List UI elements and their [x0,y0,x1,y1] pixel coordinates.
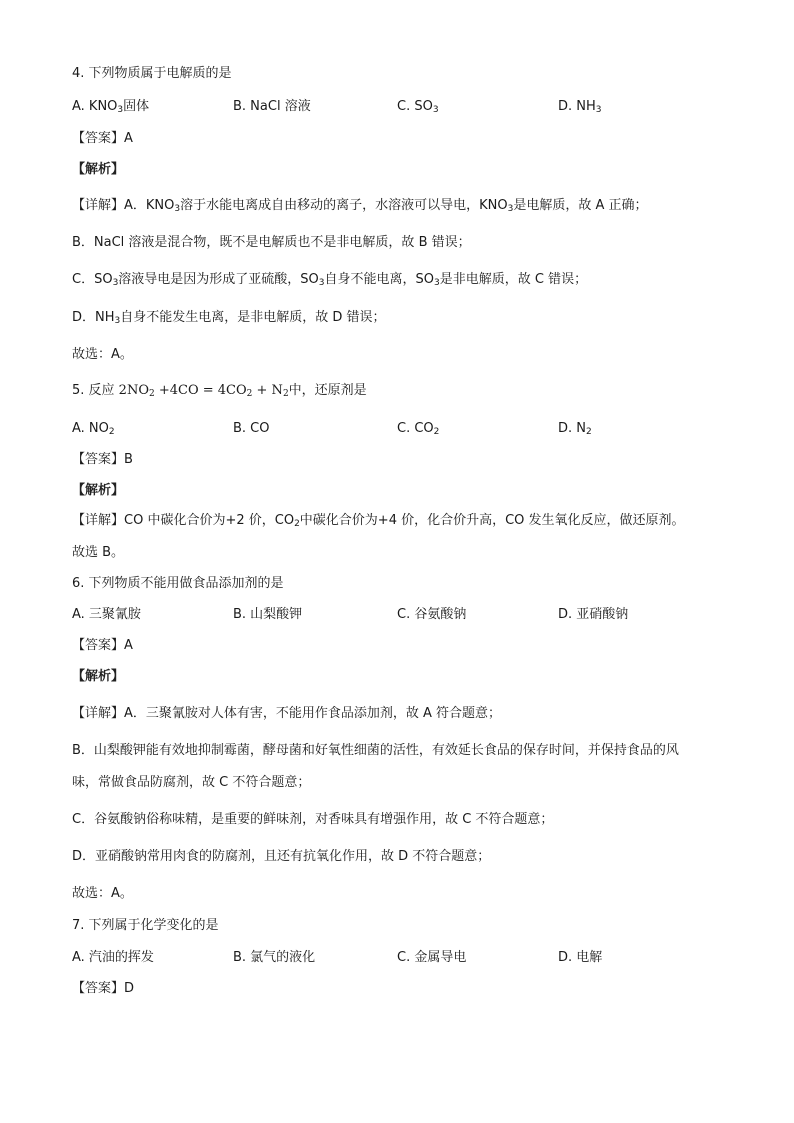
q5-stem: 5. 反应 $2NO_2 +4CO = 4CO_2 + N_2$中，还原剂是 [72,383,367,399]
q7-option-c: C. 金属导电 [397,950,467,965]
q5-option-b: B. CO [233,421,270,436]
q4-option-c: C. $SO_3$ [397,99,439,115]
q7-option-d: D. 电解 [558,950,603,965]
q5-option-a: A. $NO_2$ [72,421,115,437]
q5-option-d: D. $N_2$ [558,421,592,437]
q7-answer: 【答案】D [72,981,135,996]
q6-detail-3: 味，常做食品防腐剂，故 C 不符合题意； [72,775,311,790]
q4-stem: 4. 下列物质属于电解质的是 [72,66,232,81]
q6-detail-5: D．亚硝酸钠常用肉食的防腐剂，且还有抗氧化作用，故 D 不符合题意； [72,849,491,864]
q6-stem: 6. 下列物质不能用做食品添加剂的是 [72,576,284,591]
q4-detail-1: 【详解】A．$KNO_3$溶于水能电离成自由移动的离子，水溶液可以导电，$KNO_3$是电解质，故 A 正确； [72,198,648,214]
q6-detail-4: C．谷氨酸钠俗称味精，是重要的鲜味剂，对香味具有增强作用，故 C 不符合题意； [72,812,554,827]
q5-equation: $2NO_2 +4CO = 4CO_2 + N_2$ [118,383,289,399]
q4-option-d: D. $NH_3$ [558,99,602,115]
q5-detail-1: 【详解】CO 中碳化合价为+2 价，$CO_2$中碳化合价为+4 价，化合价升高，CO 发生氧化反应，做还原剂。 [72,513,685,529]
q4-detail-4: D．$NH_3$自身不能发生电离，是非电解质，故 D 错误； [72,310,386,326]
q4-detail-3: C．$SO_3$溶液导电是因为形成了亚硫酸，$SO_3$自身不能电离，$SO_3$是非电解质，故 C 错误； [72,272,588,288]
q4-conclusion: 故选：A。 [72,347,133,362]
q7-stem: 7. 下列属于化学变化的是 [72,918,219,933]
q6-option-d: D. 亚硝酸钠 [558,607,629,622]
q4-analysis-label: 【解析】 [72,162,125,177]
q6-option-a: A. 三聚氰胺 [72,607,141,622]
q4-option-a: A. $KNO_3$固体 [72,99,150,115]
q4-option-b: B. NaCl 溶液 [233,99,311,114]
q5-option-c: C. $CO_2$ [397,421,440,437]
q6-answer: 【答案】A [72,638,133,653]
q5-answer: 【答案】B [72,452,133,467]
q7-option-a: A. 汽油的挥发 [72,950,154,965]
q4-detail-2: B．NaCl 溶液是混合物，既不是电解质也不是非电解质，故 B 错误； [72,235,471,250]
q6-option-b: B. 山梨酸钾 [233,607,303,622]
q6-option-c: C. 谷氨酸钠 [397,607,467,622]
q6-detail-2: B．山梨酸钾能有效地抑制霉菌，酵母菌和好氧性细菌的活性，有效延长食品的保存时间，并保持食品的风 [72,743,679,758]
q7-option-b: B. 氯气的液化 [233,950,316,965]
q5-analysis-label: 【解析】 [72,483,125,498]
q4-answer: 【答案】A [72,131,133,146]
q6-conclusion: 故选：A。 [72,886,133,901]
q6-detail-1: 【详解】A．三聚氰胺对人体有害，不能用作食品添加剂，故 A 符合题意； [72,706,502,721]
q5-conclusion: 故选 B。 [72,545,125,560]
q6-analysis-label: 【解析】 [72,669,125,684]
